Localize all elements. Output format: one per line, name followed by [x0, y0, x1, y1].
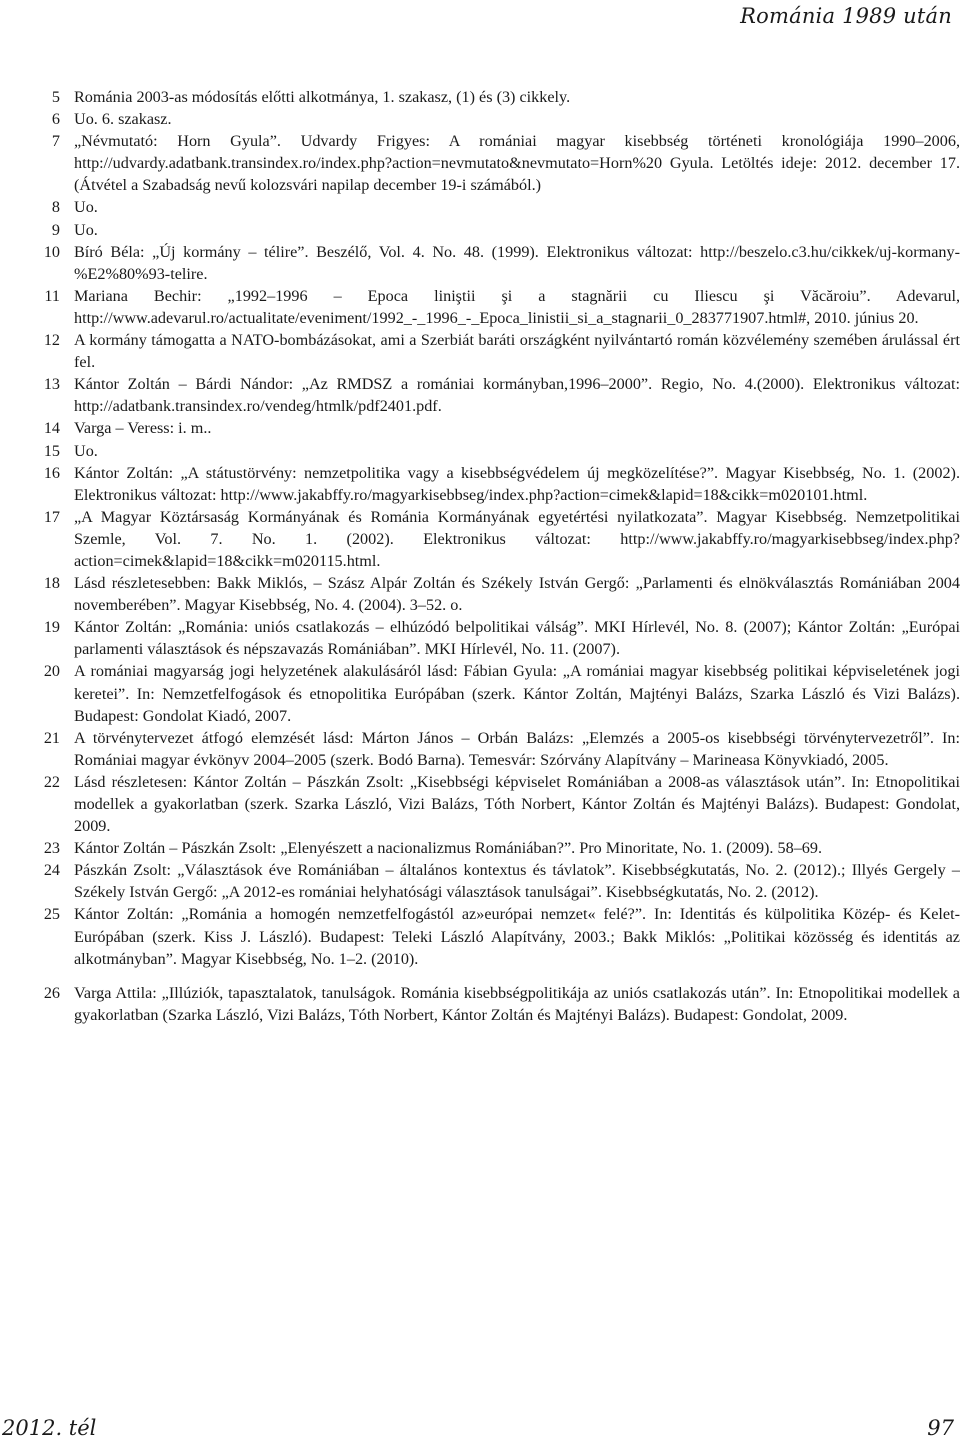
endnote [16, 837, 960, 859]
endnote [16, 417, 960, 439]
endnote-text: Kántor Zoltán – Bárdi Nándor: „Az RMDSZ a romániai kormányban,1996–2000”. Regio, No. 4.(2000). Elektronikus változat: http://adatbank.transindex.ro/vendeg/htmlk/pdf2401.pdf. [74, 375, 960, 416]
endnote-text: A kormány támogatta a NATO-bombázásokat, ami a Szerbiát baráti országként nyilvántartó román közvélemény szemében árulással ért fel. [74, 331, 960, 372]
endnote-number: 24 [43, 861, 60, 880]
endnote [16, 982, 960, 1026]
endnote-text: Uo. [74, 220, 98, 239]
endnote [16, 130, 960, 196]
endnote-text: Lásd részletesebben: Bakk Miklós, – Szász Alpár Zoltán és Székely István Gergő: „Parlamenti és elnökválasztás Romániában 2004 novemberében”. Magyar Kisebbség, No. 4. (2004). 3–52. o. [74, 574, 960, 615]
endnote-number: 15 [43, 441, 60, 460]
endnote-number: 6 [51, 110, 60, 129]
endnote-text: Varga Attila: „Illúziók, tapasztalatok, tanulságok. Románia kisebbségpolitikája az uniós csatlakozás után”. In: Etnopolitikai modellek a gyakorlatban (Szarka László, Vizi Balázs, Tóth Norbert, Kántor Zoltán és Majtényi Balázs). Budapest: Gondolat, 2009. [74, 983, 960, 1024]
endnote [16, 727, 960, 771]
endnote-number: 14 [43, 419, 60, 438]
endnote [16, 373, 960, 417]
endnote-number: 22 [43, 772, 60, 791]
endnote [16, 196, 960, 218]
endnote [16, 108, 960, 130]
endnote-number: 16 [43, 463, 60, 482]
endnote [16, 616, 960, 660]
endnote-text: Kántor Zoltán – Pászkán Zsolt: „Elenyészett a nacionalizmus Romániában?”. Pro Minoritate, No. 1. (2009). 58–69. [74, 839, 823, 858]
endnote-text: A törvénytervezet átfogó elemzését lásd: Márton János – Orbán Balázs: „Elemzés a 2005-os kisebbségi törvénytervezetről”. In: Romániai magyar évkönyv 2004–2005 (szerk. Bodó Barna). Temesvár: Szórvány Alapítvány – Marineasa Könyvkiadó, 2005. [74, 728, 960, 769]
endnote-number: 19 [43, 618, 60, 637]
endnote-text: Uo. [74, 441, 98, 460]
endnote-text: Bíró Béla: „Új kormány – télire”. Beszélő, Vol. 4. No. 48. (1999). Elektronikus változat: http://beszelo.c3.hu/cikkek/uj-kormany-%E2%80%93-telire. [74, 242, 960, 283]
endnote [16, 219, 960, 241]
endnote-text: „Névmutató: Horn Gyula”. Udvardy Frigyes: A romániai magyar kisebbség történeti kronológiája 1990–2006, http://udvardy.adatbank.transindex.ro/index.php?action=nevmutato&nevmutato=Horn%20 Gyula. Letöltés ideje: 2012. december 17. (Átvétel a Szabadság nevű kolozsvári napilap december 19-i számából.) [74, 132, 960, 195]
endnote-number: 13 [43, 375, 60, 394]
endnote-text: Uo. [74, 198, 98, 217]
endnote [16, 903, 960, 969]
endnote-text: Mariana Bechir: „1992–1996 – Epoca liniştii şi a stagnării cu Iliescu şi Văcăroiu”. Adevarul, http://www.adevarul.ro/actualitate/eveniment/1992_-_1996_-_Epoca_linistii_si_a_stagnarii_0_283771907.html#, 2010. június 20. [74, 286, 960, 327]
endnote-text: Románia 2003-as módosítás előtti alkotmánya, 1. szakasz, (1) és (3) cikkely. [74, 88, 571, 106]
endnote-text: Lásd részletesen: Kántor Zoltán – Pászkán Zsolt: „Kisebbségi képviselet Romániában a 2008-as választások után”. In: Etnopolitikai modellek a gyakorlatban (szerk. Szarka László, Vizi Balázs, Tóth Norbert, Kántor Zoltán és Majtényi Balázs). Budapest: Gondolat, 2009. [74, 772, 960, 836]
endnote-number: 7 [51, 132, 60, 151]
endnote-number: 23 [43, 839, 60, 858]
endnote-number: 20 [43, 662, 60, 681]
running-title: Románia 1989 után [740, 4, 952, 28]
endnote [16, 660, 960, 726]
endnote [16, 462, 960, 506]
endnote-number: 5 [51, 88, 60, 106]
endnote [16, 285, 960, 329]
endnote-number: 11 [44, 286, 60, 305]
endnote-number: 12 [43, 331, 60, 350]
endnote [16, 440, 960, 462]
endnote-number: 10 [43, 242, 60, 261]
page-number: 97 [927, 1416, 954, 1440]
endnote [16, 506, 960, 572]
endnote-number: 21 [43, 728, 60, 747]
endnote-text: Uo. 6. szakasz. [74, 110, 172, 129]
endnote-text: Kántor Zoltán: „Románia: uniós csatlakozás – elhúzódó belpolitikai válság”. MKI Hírlevél, No. 8. (2007); Kántor Zoltán: „Európai parlamenti választások és népszavazás Romániában”. MKI Hírlevél, No. 11. (2007). [74, 618, 960, 659]
endnote-number: 26 [43, 983, 60, 1002]
endnote-number: 9 [51, 220, 60, 239]
endnote [16, 86, 960, 108]
endnote [16, 572, 960, 616]
endnote [16, 859, 960, 903]
endnote [16, 329, 960, 373]
endnote [16, 771, 960, 837]
endnote-number: 25 [43, 905, 60, 924]
endnote-text: „A Magyar Köztársaság Kormányának és Románia Kormányának egyetértési nyilatkozata”. Magyar Kisebbség. Nemzetpolitikai Szemle, Vol. 7. No. 1. (2002). Elektronikus változat: http://www.jakabffy.ro/magyarkisebbseg/index.php?action=cimek&lapid=18&cikk=m020115.html. [74, 507, 960, 570]
endnotes-list [16, 86, 960, 1026]
endnote [16, 241, 960, 285]
endnote-number: 18 [43, 574, 60, 593]
endnote-number: 8 [51, 198, 60, 217]
endnote-text: Varga – Veress: i. m.. [74, 419, 212, 438]
endnote-text: Kántor Zoltán: „A státustörvény: nemzetpolitika vagy a kisebbségvédelem új megközelítése?”. Magyar Kisebbség, No. 1. (2002). Elektronikus változat: http://www.jakabffy.ro/magyarkisebbseg/index.php?action=cimek&lapid=18&cikk=m020101.html. [74, 463, 960, 504]
endnote-text: Pászkán Zsolt: „Választások éve Romániában – általános kontextus és távlatok”. Kisebbségkutatás, No. 2. (2012).; Illyés Gergely – Székely István Gergő: „A 2012-es romániai helyhatósági választások tanulságai”. Kisebbségkutatás, No. 2. (2012). [74, 861, 960, 902]
issue-label: 2012. tél [2, 1416, 97, 1440]
endnote-text: A romániai magyarság jogi helyzetének alakulásáról lásd: Fábian Gyula: „A romániai magyar kisebbség politikai képviseletének jogi keretei”. In: Nemzetfelfogások és etnopolitika Európában (szerk. Kántor Zoltán, Majtényi Balázs, Szarka László és Vizi Balázs). Budapest: Gondolat Kiadó, 2007. [74, 662, 960, 725]
endnote-text: Kántor Zoltán: „Románia a homogén nemzetfelfogástól az»európai nemzet« felé?”. In: Identitás és külpolitika Közép- és Kelet-Európában (szerk. Kiss J. László). Budapest: Teleki László Alapítvány, 2003.; Bakk Miklós: „Politikai közösség és identitás az alkotmányban”. Magyar Kisebbség, No. 1–2. (2010). [74, 905, 960, 968]
endnote-number: 17 [43, 507, 60, 526]
